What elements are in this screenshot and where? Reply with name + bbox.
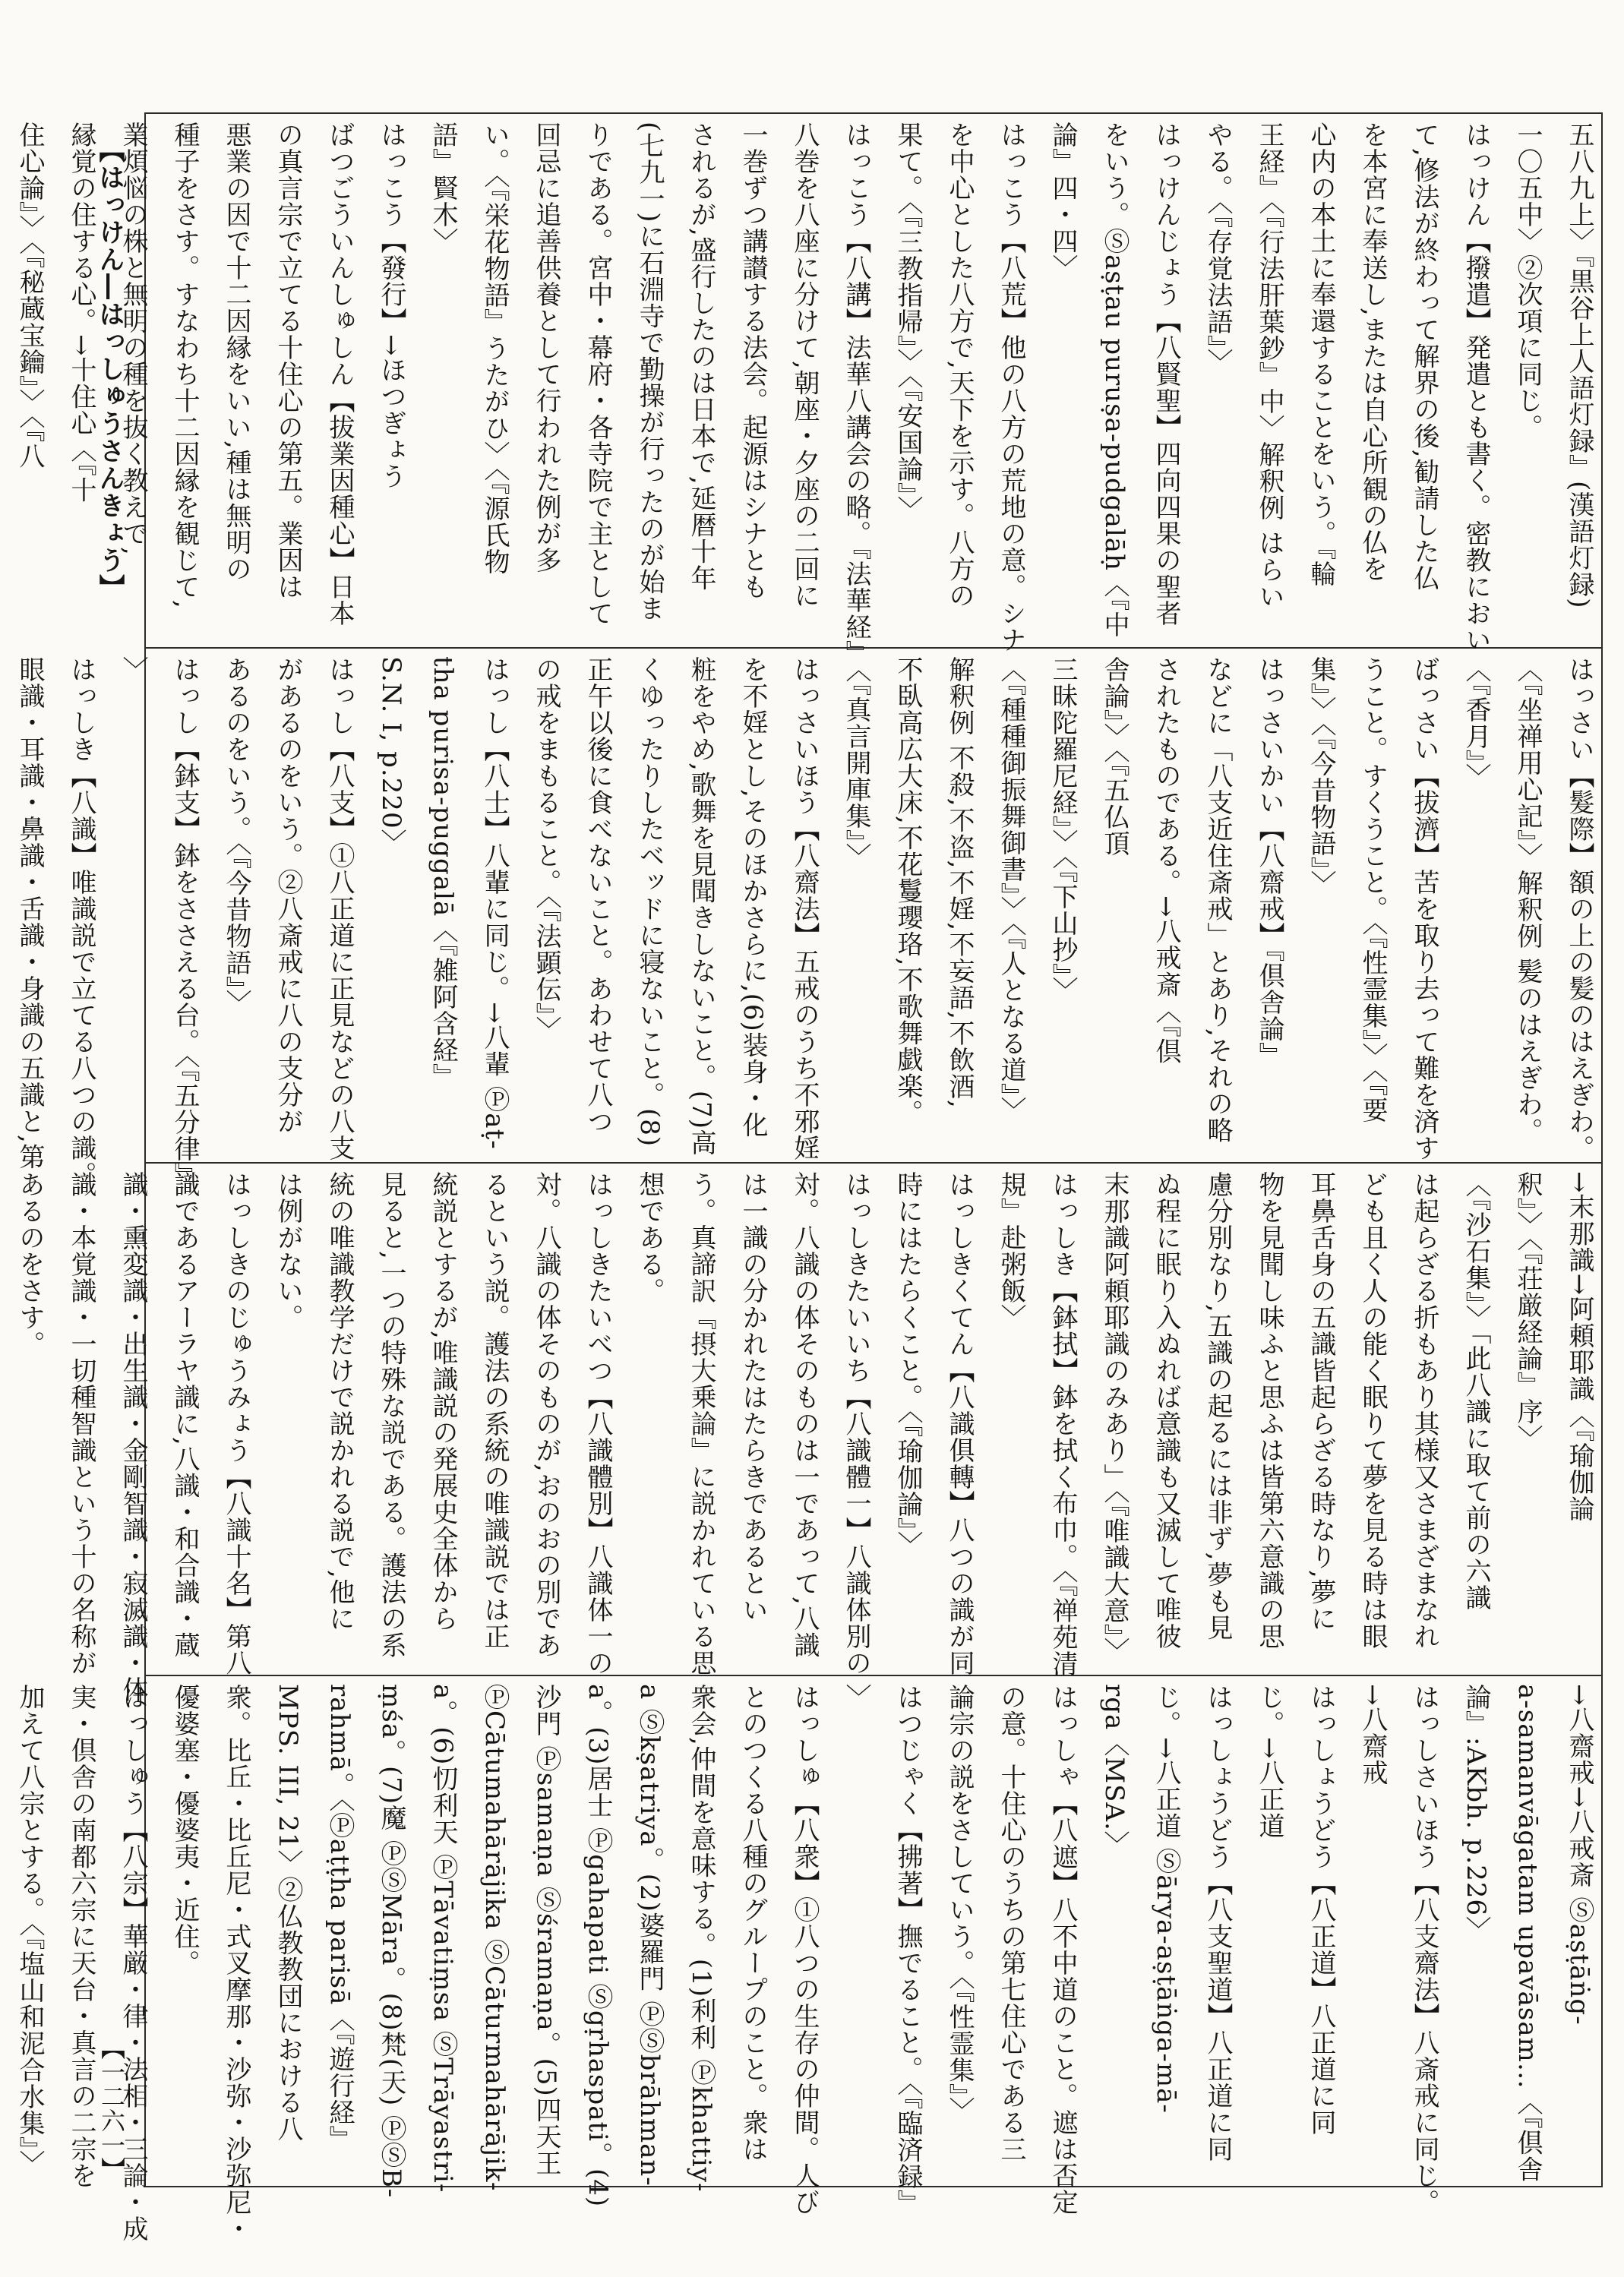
tier-divider-3	[144, 1675, 1603, 1676]
text-column: はっしさいほう【八支齋法】八斎戒に同じ。	[1409, 1684, 1439, 2215]
text-column: はっけん【撥遣】発遣とも書く。密教におい	[1461, 122, 1491, 653]
text-column: 衆会,仲間を意味する。(1)利利 Ⓟkhattiy-	[686, 1684, 716, 2193]
text-column: S.N. I, p.220〉	[376, 656, 406, 856]
text-column: 末那識阿頼耶識のみあり」〈『唯識大意』〉	[1099, 1171, 1130, 1664]
text-column: 統説とするが,唯識説の発展史全体から	[428, 1171, 458, 1632]
text-column: 沙門 Ⓟsamaṇa Ⓢśramaṇa。(5)四天王	[531, 1684, 561, 2177]
text-column: 眼識・耳識・鼻識・舌識・身識の五識と,第	[14, 656, 45, 1170]
text-column: 加えて八宗とする。〈『塩山和泥合水集』〉	[14, 1684, 45, 2177]
text-column: う。真諦訳『摂大乗論』に説かれている思	[686, 1171, 716, 1676]
text-column: はっこう【八講】法華八講会の略。『法華経』	[841, 122, 871, 667]
text-column: 八巻を八座に分けて,朝座・夕座の二回に	[789, 122, 820, 609]
text-column: 〈『香月』〉	[1461, 656, 1491, 790]
text-column: はっしょうどう【八支聖道】八正道に同	[1202, 1684, 1233, 2162]
frame-top-rule	[144, 112, 1603, 114]
text-column: 実・倶舎の南都六宗に天台・真言の二宗を	[66, 1684, 96, 2189]
running-head: 【はっけん―はっしゅうさんきょう】	[94, 137, 125, 602]
text-column: はっけんじょう【八賢聖】四向四果の聖者	[1151, 122, 1181, 627]
text-column: はっしきたいべつ【八識體別】八識体一の	[583, 1171, 613, 1676]
text-column: 不臥高広大床,不花鬘瓔珞,不歌舞戯楽。	[893, 656, 923, 1126]
text-column: 集』〉〈『今昔物語』〉	[1306, 656, 1336, 897]
text-column: 論宗の説をさしていう。〈『性霊集』〉	[944, 1684, 975, 2124]
text-column: はっこう【八荒】他の八方の荒地の意。シナ	[996, 122, 1026, 653]
text-column: はっさい【髮際】額の上の髪のはえぎわ。	[1564, 656, 1594, 1161]
text-column: 統の唯識教学だけで説かれる説で,他に	[324, 1171, 355, 1632]
text-column: とのつくる八種のグループのこと。衆は	[738, 1684, 768, 2162]
text-column: ども且く人の能く眠りて夢を見る時は眼	[1357, 1171, 1388, 1650]
text-column: りである。宮中・幕府・各寺院で主として	[583, 122, 613, 627]
text-column: 慮分別なり,五識の起るには非ず,夢も見	[1202, 1171, 1233, 1641]
text-column: はっさいほう【八齋法】五戒のうち不邪婬	[789, 656, 820, 1161]
text-column: 舎論』〉〈『五仏頂	[1099, 656, 1130, 857]
text-column: ばっさい【拔濟】苦を取り去って難を済す	[1409, 656, 1439, 1161]
text-column: は起らざる折もあり其様又さまざまなれ	[1409, 1171, 1439, 1650]
text-column: rahmā。〈Ⓟaṭṭha parisā〈『遊行経』	[324, 1684, 355, 2152]
page-number: 【一二六一】	[97, 2035, 126, 2181]
text-column: (七九一)に石淵寺で勤操が行ったのが始ま	[634, 122, 665, 622]
text-column: やる。〈『存覚法語』〉	[1202, 122, 1233, 375]
text-column: 一巻ずつ講讃する法会。起源はシナとも	[738, 122, 768, 600]
text-column: じ。→八正道	[1254, 1684, 1284, 1840]
text-column: 縁覚の住する心。→十住心〈『十	[66, 122, 96, 504]
text-column: はっし【鉢支】鉢をささえる台。〈『五分律』	[169, 656, 200, 1189]
text-column: rga〈MSA.〉	[1099, 1684, 1130, 1858]
text-column: 耳鼻舌身の五識皆起らざる時なり,夢に	[1306, 1171, 1336, 1632]
text-column: a。(3)居士 Ⓟgahapati Ⓢgṛhaspati。(4)	[583, 1684, 613, 2208]
text-column: ṃśa。(7)魔 ⓅⓈMāra。(8)梵(天) ⓅⓈB-	[376, 1684, 406, 2199]
text-column: 粧をやめ,歌舞を見聞きしないこと。(7)高	[686, 656, 716, 1156]
text-column: はっし【八士】八輩に同じ。→八輩 Ⓟaṭ-	[479, 656, 510, 1150]
text-column: はっしゃ【八遮】八不中道のこと。遮は否定	[1047, 1684, 1078, 2215]
text-column: 見ると,一つの特殊な説である。護法の系	[376, 1171, 406, 1659]
text-column: 〈『坐禅用心記』〉解釈例 髪のはえぎわ。	[1512, 656, 1543, 1145]
text-column: 論』:AKbh. p.226〉	[1461, 1684, 1491, 1944]
text-column: はつじゃく【拂著】撫でること。〈『臨済録』	[893, 1684, 923, 2216]
text-column: →末那識→阿頼耶識〈『瑜伽論	[1564, 1171, 1594, 1522]
text-column: るという説。護法の系統の唯識説では正	[479, 1171, 510, 1650]
text-column: じ。→八正道 Ⓢārya-aṣṭāṅga-mā-	[1151, 1684, 1181, 2114]
text-column: 識・本覚識・一切種智識という十の名称が	[66, 1171, 96, 1676]
text-column: 三昧陀羅尼経』〉〈『下山抄』〉	[1047, 656, 1078, 1003]
text-column: 解釈例 不殺,不盗,不婬,不妄語,不飲酒,	[944, 656, 975, 1109]
text-column: を本宮に奉送し,または自心所観の仏を	[1357, 122, 1388, 583]
text-column: 物を見聞し味ふと思ふは皆第六意識の思	[1254, 1171, 1284, 1650]
text-column: ぬ程に眠り入ぬれば意識も又滅して唯彼	[1151, 1171, 1181, 1650]
text-column: 心内の本土に奉還することをいう。『輪	[1306, 122, 1336, 587]
text-column: 業煩悩の株と無明の種を抜く教えで,	[118, 122, 148, 556]
text-column: はっしょうどう【八正道】八正道に同	[1306, 1684, 1336, 2136]
text-column: 王経』〈『行法肝葉鈔』中〉解釈例 はらい	[1254, 122, 1284, 610]
text-column: の戒をまもること。〈『法顕伝』〉	[531, 656, 561, 1043]
text-column: はっしきのじゅうみょう【八識十名】第八	[221, 1171, 251, 1676]
text-column: 住心論』〉〈『秘蔵宝鑰』〉〈『八	[14, 122, 45, 469]
text-column: は例がない。	[273, 1171, 303, 1331]
text-column: はっしきくてん【八識俱轉】八つの識が同	[944, 1171, 975, 1676]
text-column: 優婆塞・優婆夷・近住。	[169, 1684, 200, 1976]
text-column: はっしき【八識】唯識説で立てる八つの識。	[66, 656, 96, 1188]
tier-divider-2	[144, 1162, 1603, 1164]
text-column: があるのをいう。②八斎戒に八の支分が	[273, 656, 303, 1135]
text-column: 識であるアーラヤ識に,八識・和合識・蔵	[169, 1171, 200, 1659]
text-column: あるのをさす。	[14, 1171, 45, 1357]
text-column: 衆。比丘・比丘尼・式叉摩那・沙弥・沙弥尼・	[221, 1684, 251, 2242]
text-column: 時にはたらくこと。〈『瑜伽論』〉	[893, 1171, 923, 1558]
text-column: 五八九上〉『黒谷上人語灯録』(漢語灯録)	[1564, 122, 1594, 609]
text-column: 釈』〉〈『荘厳経論』序〉	[1512, 1171, 1543, 1451]
text-column: くゆったりしたベッドに寝ないこと。(8)	[634, 656, 665, 1148]
text-column: 〈『種種御振舞御書』〉〈『人となる道』〉	[996, 656, 1026, 1123]
text-column: ⓅCātumahārājika ⓈCāturmahārājik-	[479, 1684, 510, 2192]
text-column: はっこう【發行】→ほつぎょう	[376, 122, 406, 490]
text-column: ばつごういんしゅしん【拔業因種心】日本	[324, 122, 355, 627]
text-column: 規』赴粥飯〉	[996, 1171, 1026, 1331]
text-column: あるのをいう。〈『今昔物語』〉	[221, 656, 251, 1016]
text-column: はっしゅ【八衆】①八つの生存の仲間。人び	[789, 1684, 820, 2215]
text-column: は一識の分かれたはたらきであるとい	[738, 1171, 768, 1623]
frame-bottom-rule	[144, 2186, 1603, 2187]
text-column: て,修法が終わって解界の後,勧請した仏	[1409, 122, 1439, 592]
text-column: 対。八識の体そのものは一であって,八識	[789, 1171, 820, 1659]
text-column: 対。八識の体そのものが,おのおの別であ	[531, 1171, 561, 1659]
text-column: 正午以後に食べないこと。あわせて八つ	[583, 656, 613, 1135]
text-column: 果て。〈『三教指帰』〉〈『安国論』〉	[893, 122, 923, 523]
text-column: をいう。Ⓢaṣṭau puruṣa-pudgalāḥ〈『中	[1099, 122, 1130, 638]
text-column: されたものである。→八戒斎〈『倶	[1151, 656, 1181, 1065]
text-column: MPS. III, 21〉②仏教教団における八	[273, 1684, 303, 2143]
text-column: a。(6)忉利天 ⓅTāvatiṃsa ⓈTrāyastri-	[428, 1684, 458, 2193]
text-column: されるが,盛行したのは日本で,延暦十年	[686, 122, 716, 592]
tier-2	[14, 656, 1598, 1189]
tier-3	[14, 1171, 1598, 1703]
text-column: 語』賢木〉	[428, 122, 458, 254]
text-column: を不婬とし,そのほかさらに,(6)装身・化	[738, 656, 768, 1138]
text-column: はっしゅう【八宗】華厳・律・法相・三論・成	[118, 1684, 148, 2242]
text-column: 悪業の因で十二因縁をいい,種は無明の	[221, 122, 251, 583]
text-column: 〈『沙石集』〉「此八識に取て前の六識	[1461, 1171, 1491, 1611]
text-column: 〈『真言開庫集』〉	[841, 656, 871, 870]
text-column: a Ⓢkṣatriya。(2)婆羅門 ⓅⓈbrāhman-	[634, 1684, 665, 2187]
text-column: うこと。すくうこと。〈『性霊集』〉〈『要	[1357, 656, 1388, 1123]
text-column: の意。十住心のうちの第七住心である三	[996, 1684, 1026, 2162]
text-column: 識・熏変識・出生識・金剛智識・寂滅識・体	[118, 1171, 148, 1703]
text-column: 〉	[841, 1684, 871, 1710]
text-column: はっしきたいいち【八識體一】八識体別の	[841, 1171, 871, 1676]
frame-right-rule	[1601, 112, 1603, 2186]
text-column: 論』四・四〉	[1047, 122, 1078, 281]
text-column: 回忌に追善供養として行われた例が多	[531, 122, 561, 573]
text-column: 種子をさす。すなわち十二因縁を観じて,	[169, 122, 200, 609]
text-column: の真言宗で立てる十住心の第五。業因は	[273, 122, 303, 600]
text-column: 〉	[118, 656, 148, 683]
text-column: tha purisa-puggalā〈『雑阿含経』	[428, 656, 458, 1091]
text-column: a-samanvāgatam upavāsam…〈『倶舎	[1512, 1684, 1543, 2183]
text-column: →八齋戒	[1357, 1684, 1388, 1786]
text-column: 想である。	[634, 1171, 665, 1304]
text-column: を中心とした八方で,天下を示す。八方の	[944, 122, 975, 609]
text-column: い。〈『栄花物語』うたがひ〉〈『源氏物	[479, 122, 510, 575]
text-column: はっさいかい【八齋戒】『倶舎論』	[1254, 656, 1284, 1069]
text-column: →八齋戒→八戒斎 Ⓢaṣṭāṅg-	[1564, 1684, 1594, 2026]
tier-divider-1	[144, 647, 1603, 649]
text-column: 一〇五中〉②次項に同じ。	[1512, 122, 1543, 441]
text-column: などに「八支近住斎戒」とあり,それの略	[1202, 656, 1233, 1144]
text-column: はっしき【鉢拭】鉢を拭く布巾。〈『禅苑清	[1047, 1171, 1078, 1677]
text-column: はっし【八支】①八正道に正見などの八支	[324, 656, 355, 1161]
